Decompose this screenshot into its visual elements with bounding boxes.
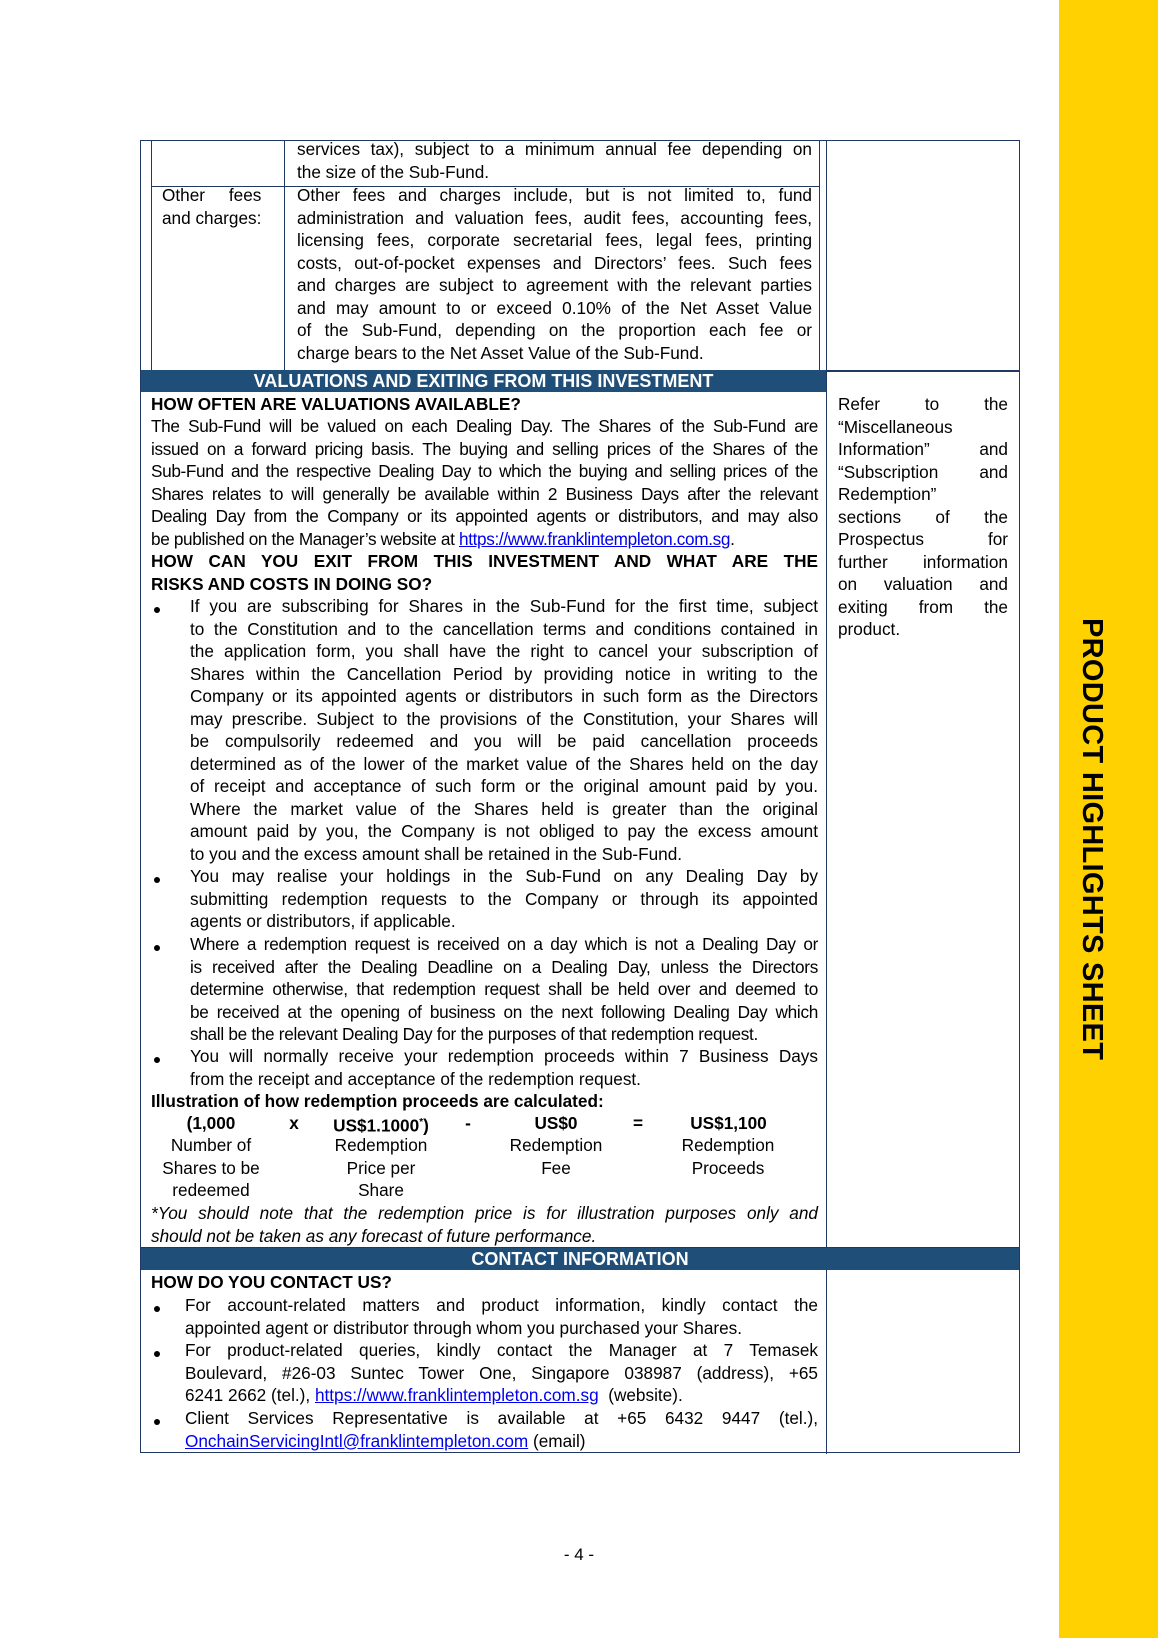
calc-label-proceeds: Redemption Proceeds [681,1135,775,1178]
illustration-heading: Illustration of how redemption proceeds are calculated: [151,1091,604,1111]
bullet-icon [154,945,160,951]
page-number: - 4 - [563,1545,595,1564]
email-link[interactable]: OnchainServicingIntl@franklintempleton.com [185,1430,529,1451]
other-fees-label: Other fees and charges: [162,185,262,228]
bullet-icon [154,1057,160,1063]
divider [819,141,820,370]
calc-fee: US$0 [534,1113,578,1133]
calc-minus: - [465,1113,471,1133]
calc-label-price: Redemption Price per Share [334,1135,428,1200]
calc-shares: (1,000 [186,1113,236,1133]
illustration-note: *You should note that the redemption price is for illustration purposes only and should not be taken as any forecast of future performance. [151,1203,818,1246]
bullet-icon [154,607,160,613]
document-table [140,140,1020,1453]
calc-proceeds: US$1,100 [690,1113,767,1133]
bullet-icon [154,1351,160,1357]
contact-heading: HOW DO YOU CONTACT US? [151,1272,392,1292]
exit-bullet-3: Where a redemption request is received on a day which is not a Dealing Day or is received after the Dealing Deadline on a Dealing Day, unless the Directors determine otherwise, that redemption request shall be held over and deemed to be received at the opening of business on the next following Dealing Day which shall be the relevant Dealing Day for the purposes of that redemption request. [190,934,818,1044]
divider [151,141,152,370]
exit-heading: HOW CAN YOU EXIT FROM THIS INVESTMENT AND WHAT ARE THE RISKS AND COSTS IN DOING SO? [151,551,818,594]
calc-label-shares: Number of Shares to be redeemed [162,1135,260,1200]
calc-times: x [289,1113,299,1133]
side-title: PRODUCT HIGHLIGHTS SHEET [1076,618,1108,1061]
side-band [1059,0,1158,1638]
exit-bullet-4: You will normally receive your redemption proceeds within 7 Business Days from the receipt and acceptance of the redemption request. [190,1046,818,1089]
contact-bullet-2: For product-related queries, kindly contact the Manager at 7 Temasek Boulevard, #26-03 Suntec Tower One, Singapore 038987 (address), +65 6241 2662 (tel.), https://www.franklintempleton.com.sg (website). [185,1340,818,1405]
exit-bullet-2: You may realise your holdings in the Sub-Fund on any Dealing Day by submitting redemption requests to the Company or through its appointed agents or distributors, if applicable. [190,866,818,931]
valuations-paragraph: The Sub-Fund will be valued on each Dealing Day. The Shares of the Sub-Fund are issued on a forward pricing basis. The buying and selling prices of the Shares of the Sub-Fund and the respective Dealing Day to which the buying and selling prices of the Shares relates to will generally be available within 2 Business Days after the relevant Dealing Day from the Company or its appointed agents or distributors, and may also be published on the Manager’s website at https://www.franklintempleton.com.sg. [151,416,818,549]
calc-label-fee: Redemption Fee [509,1135,603,1178]
refer-note: Refer to the “Miscellaneous Information” and “Subscription and Redemption” sections of the Prospectus for further information on valuation and exiting from the product. [838,394,1008,639]
contact-bullet-1: For account-related matters and product information, kindly contact the appointed agent or distributor through whom you purchased your Shares. [185,1295,818,1338]
section-band-contact: CONTACT INFORMATION [141,1248,1019,1270]
section-band-valuations: VALUATIONS AND EXITING FROM THIS INVESTMENT [141,370,826,392]
divider [284,141,285,370]
fee-continued-text: services tax), subject to a minimum annual fee depending on the size of the Sub-Fund. [297,139,812,182]
website-link[interactable]: https://www.franklintempleton.com.sg [314,1385,599,1405]
bullet-icon [154,1419,160,1425]
bullet-icon [154,1306,160,1312]
other-fees-text: Other fees and charges include, but is not limited to, fund administration and valuation fees, audit fees, accounting fees, licensing fees, corporate secretarial fees, legal fees, printing costs, out-of-pocket expenses and Directors’ fees. Such fees and charges are subject to agreement with the relevant parties and may amount to or exceed 0.10% of the Net Asset Value of the Sub-Fund, depending on the proportion each fee or charge bears to the Net Asset Value of the Sub-Fund. [297,185,812,363]
calc-equals: = [632,1113,644,1133]
bullet-icon [154,877,160,883]
calc-price: US$1.1000*) [333,1115,429,1136]
website-link[interactable]: https://www.franklintempleton.com.sg [458,528,731,549]
valuations-heading: HOW OFTEN ARE VALUATIONS AVAILABLE? [151,394,521,414]
exit-bullet-1: If you are subscribing for Shares in the Sub-Fund for the first time, subject to the Constitution and to the cancellation terms and conditions contained in the application form, you shall have the right to cancel your subscription of Shares within the Cancellation Period by providing notice in writing to the Company or its appointed agents or distributors in such form as the Directors may prescribe. Subject to the provisions of the Constitution, your Shares will be compulsorily redeemed and you will be paid cancellation proceeds determined as of the lower of the market value of the Shares held on the day of receipt and acceptance of such form or the original amount paid by you. Where the market value of the Shares held is greater than the original amount paid by you, the Company is not obliged to pay the excess amount to you and the excess amount shall be retained in the Sub-Fund. [190,596,818,864]
contact-bullet-3: Client Services Representative is available at +65 6432 9447 (tel.), OnchainServicingIntl@franklintempleton.com (email) [185,1408,818,1451]
